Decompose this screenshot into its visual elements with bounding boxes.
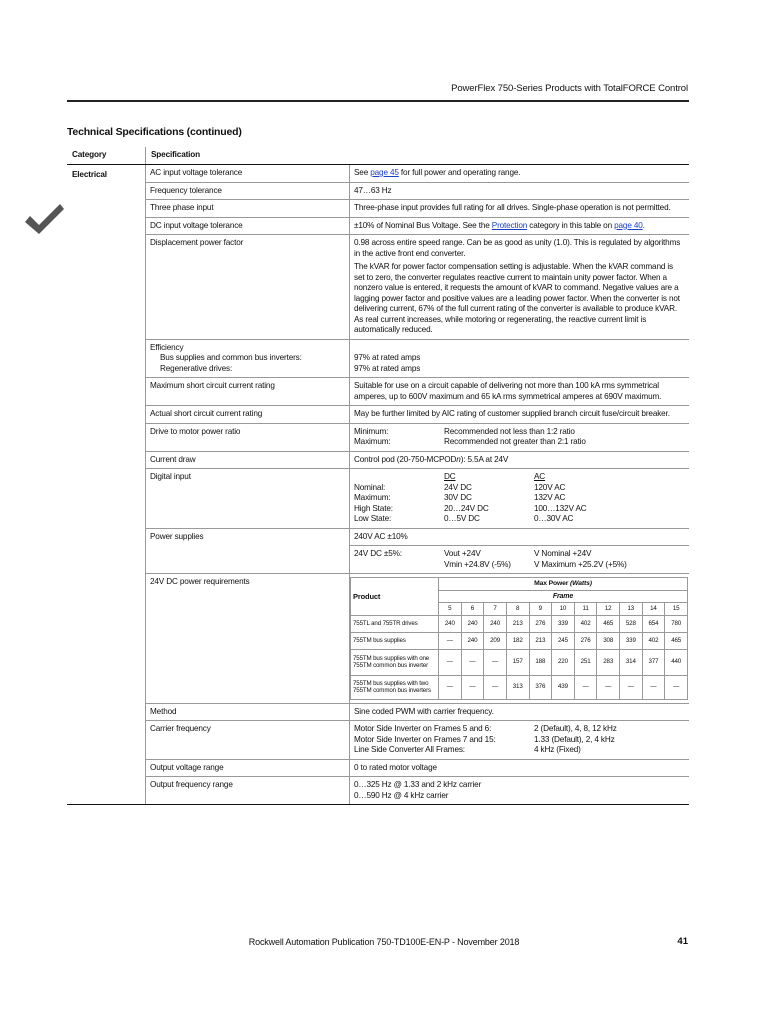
- footer-publication: Rockwell Automation Publication 750-TD100E-EN-P - November 2018: [248, 937, 520, 947]
- spec-value: Sine coded PWM with carrier frequency.: [350, 703, 690, 721]
- spec-value: Minimum: Recommended not less than 1:2 ratio Maximum: Recommended not greater than 2:1 ratio: [350, 423, 690, 451]
- frame-numbers: 5 6 7 8 9 10 11 12 13 14 15: [351, 603, 688, 616]
- spec-name: Power supplies: [146, 528, 350, 574]
- spec-name: Frequency tolerance: [146, 182, 350, 200]
- spec-value: 24V DC ±5%: Vout +24V V Nominal +24V Vmin +24.8V (-5%) V Maximum +25.2V (+5%): [350, 546, 690, 574]
- spec-name: Digital input: [146, 469, 350, 529]
- table-row: 755TM bus supplies with two 755TM common bus inverters — — — 313 376 439 — — — — —: [351, 675, 688, 699]
- specification-header: Specification: [146, 147, 690, 165]
- table-row: 755TL and 755TR drives 240 240 240 213 276 339 402 465 528 654 780: [351, 615, 688, 632]
- max-power-header: Max Power (Watts): [439, 578, 688, 591]
- spec-name: Current draw: [146, 451, 350, 469]
- spec-name: Displacement power factor: [146, 235, 350, 340]
- table-header: [67, 147, 689, 165]
- spec-name: Output voltage range: [146, 759, 350, 777]
- table-row: [67, 703, 689, 721]
- page-45-link[interactable]: page 45: [370, 168, 399, 177]
- spec-value: 97% at rated amps 97% at rated amps: [350, 339, 690, 378]
- spec-name: Method: [146, 703, 350, 721]
- page-number: 41: [677, 936, 688, 947]
- frame-header: Frame: [439, 590, 688, 603]
- header-title: PowerFlex 750-Series Products with TotalFORCE Control: [451, 83, 688, 94]
- spec-name: Three phase input: [146, 200, 350, 218]
- protection-link[interactable]: Protection: [491, 220, 528, 230]
- category-cell: Electrical: [67, 165, 146, 805]
- paragraph: 0.98 across entire speed range. Can be as good as unity (1.0). This is regulated by algorithms in the active front end converter.: [354, 238, 681, 258]
- spec-name: Drive to motor power ratio: [146, 423, 350, 451]
- table-row: [67, 200, 689, 218]
- spec-name: Output frequency range: [146, 777, 350, 805]
- spec-value: Three-phase input provides full rating for all drives. Single-phase operation is not permitted.: [350, 200, 690, 218]
- spec-name: AC input voltage tolerance: [146, 165, 350, 183]
- spec-name: 24V DC power requirements: [146, 574, 350, 704]
- spec-value: 0 to rated motor voltage: [350, 759, 690, 777]
- table-row: [67, 339, 689, 378]
- spec-table: [67, 147, 689, 805]
- table-row: [67, 378, 689, 406]
- table-row: [67, 182, 689, 200]
- table-row: [67, 406, 689, 424]
- table-row: [67, 777, 689, 805]
- product-header: Product: [351, 578, 439, 616]
- table-row: [67, 574, 689, 704]
- table-row: 755TM bus supplies with one 755TM common bus inverter — — — 157 188 220 251 283 314 377 440: [351, 649, 688, 675]
- spec-value: ±10% of Nominal Bus Voltage. See the Protection category in this table on page 40.: [350, 217, 690, 235]
- table-row: [67, 469, 689, 529]
- table-row: [67, 528, 689, 546]
- table-row: [67, 217, 689, 235]
- spec-value: 47…63 Hz: [350, 182, 690, 200]
- table-row: 755TM bus supplies — 240 209 182 213 245 276 308 339 402 465: [351, 632, 688, 649]
- table-row: [67, 235, 689, 340]
- spec-value: Control pod (20-750-MCPODn): 5.5A at 24V: [350, 451, 690, 469]
- header-rule: [67, 100, 689, 102]
- check-icon: [22, 200, 66, 240]
- spec-value: Suitable for use on a circuit capable of delivering not more than 100 kA rms symmetrical amperes, up to 600V maximum and 65 kA rms symmetrical amperes at 690V maximum.: [350, 378, 690, 406]
- spec-name: Actual short circuit current rating: [146, 406, 350, 424]
- spec-value: 0…325 Hz @ 1.33 and 2 kHz carrier 0…590 Hz @ 4 kHz carrier: [350, 777, 690, 805]
- spec-name: Carrier frequency: [146, 721, 350, 760]
- table-row: [67, 165, 689, 183]
- spec-value: See page 45 for full power and operating range.: [350, 165, 690, 183]
- table-row: [67, 451, 689, 469]
- spec-value: May be further limited by AIC rating of customer supplied branch circuit fuse/circuit breaker.: [350, 406, 690, 424]
- table-row: [67, 759, 689, 777]
- paragraph: The kVAR for power factor compensation setting is adjustable. When the kVAR command is set to zero, the converter regulates reactive current to maintain unity power factor. When a nonzero value is entered, it requests the amount of kVAR to command. Negative values are a lagging power factor and positive values are a leading power factor. When the converter is not delivering current, 67% of the full current rating of the converter is available to produce kVAR. As real current increases, while motoring or regenerating, the reactive current limit is automatically reduced.: [354, 262, 680, 334]
- section-title: Technical Specifications (continued): [67, 126, 242, 138]
- spec-value: DC AC Nominal: 24V DC 120V AC Maximum: 30V DC 132V AC High State: 20…24V DC 100…132V AC Low State: 0…5V DC 0…30V AC: [350, 469, 690, 529]
- spec-name: DC input voltage tolerance: [146, 217, 350, 235]
- spec-name: Maximum short circuit current rating: [146, 378, 350, 406]
- spec-name: Efficiency Bus supplies and common bus inverters: Regenerative drives:: [146, 339, 350, 378]
- table-row: [67, 423, 689, 451]
- spec-value: [350, 235, 690, 340]
- page-40-link[interactable]: page 40: [614, 220, 643, 230]
- category-header: Category: [67, 147, 146, 165]
- spec-value: [350, 574, 690, 704]
- power-requirements-table: [350, 577, 688, 700]
- spec-value: Motor Side Inverter on Frames 5 and 6: 2 (Default), 4, 8, 12 kHz Motor Side Inverter on Frames 7 and 15: 1.33 (Default), 2, 4 kHz Line Side Converter All Frames: 4 kHz (Fixed): [350, 721, 690, 760]
- spec-value: 240V AC ±10%: [350, 528, 690, 546]
- table-row: [67, 721, 689, 760]
